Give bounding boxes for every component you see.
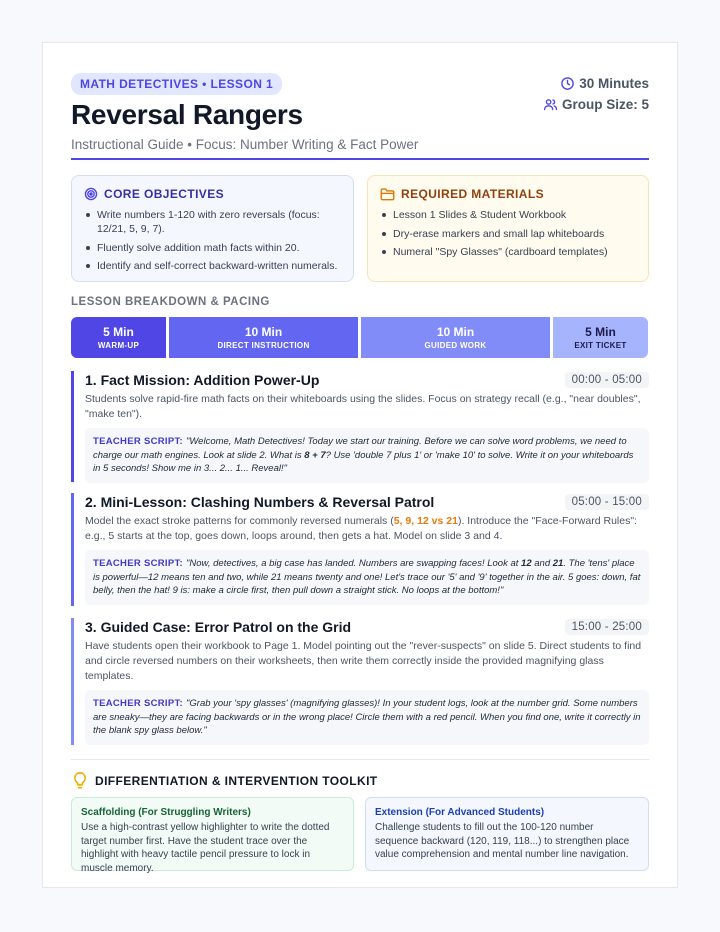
segment-label: WARM-UP [97, 341, 140, 350]
toolkit-divider [71, 759, 649, 760]
toolkit-heading [71, 771, 378, 791]
teacher-script [85, 690, 649, 745]
script-emphasis: 12 [521, 558, 532, 569]
duration [543, 73, 649, 94]
clock-icon [560, 76, 575, 91]
list-item: Identify and self-correct backward-written numerals. [84, 259, 341, 273]
step-guided-case [71, 618, 649, 745]
objectives-title: CORE OBJECTIVES [104, 187, 225, 201]
desc-highlight: 5, 9, 12 vs 21 [393, 515, 458, 527]
script-emphasis: 8 + 7 [304, 449, 326, 461]
script-label: TEACHER SCRIPT: [93, 698, 184, 709]
pacing-segment-guided-work [361, 317, 550, 358]
duration-text: 30 Minutes [579, 76, 649, 91]
teacher-script [85, 428, 649, 483]
step-title: 1. Fact Mission: Addition Power-Up [85, 372, 320, 388]
materials-list [380, 208, 636, 259]
core-objectives-box [71, 175, 354, 282]
toolkit-title: DIFFERENTIATION & INTERVENTION TOOLKIT [95, 774, 378, 788]
script-emphasis: 21 [552, 558, 564, 569]
script-label: TEACHER SCRIPT: [93, 436, 184, 447]
script-text: "Grab your 'spy glasses' (magnifying glasses)! In your student logs, look at the number grid. Some numbers are sneaky—they are facing backwards or in the wrong place! Circle them with a red pencil. When you find one, write it correctly in the blank spy glass below." [93, 698, 641, 736]
desc-text: Model the exact stroke patterns for commonly reversed numerals ( [85, 515, 394, 527]
card-text: Use a high-contrast yellow highlighter to write the dotted target number first. Have the student trace over the highlight with heavy tactile pencil pressure to lock in muscle memory. [81, 822, 330, 874]
objectives-list [84, 208, 341, 273]
pacing-bar [71, 317, 649, 358]
list-item: Write numbers 1-120 with zero reversals (focus: 12/21, 5, 9, 7). [84, 208, 341, 236]
objectives-heading [84, 187, 341, 201]
script-text: and [531, 558, 553, 569]
pacing-label: LESSON BREAKDOWN & PACING [71, 296, 270, 308]
segment-label: GUIDED WORK [424, 341, 487, 350]
folder-icon [380, 187, 395, 201]
step-mini-lesson [71, 493, 649, 606]
card-title: Extension (For Advanced Students) [375, 807, 545, 818]
segment-label: EXIT TICKET [574, 341, 627, 350]
segment-time: 10 Min [436, 325, 475, 339]
scaffolding-card [71, 797, 354, 874]
time-badge: 05:00 - 15:00 [565, 494, 649, 510]
segment-time: 5 Min [585, 325, 616, 339]
list-item: Lesson 1 Slides & Student Workbook [380, 208, 636, 222]
group-size-text: Group Size: 5 [561, 97, 649, 112]
lesson-page [42, 42, 678, 888]
list-item: Dry-erase markers and small lap whiteboards [380, 227, 636, 241]
script-text: . The 'tens' place is powerful—12 means ten and two, while 21 means twenty and one! Let's trace our '5' and '9' together in the air. 5 goes: down, fat belly, then the hat! 9 is: make a circle first, then pull down a straight stick. No loops at the bottom!" [93, 558, 641, 596]
page-subtitle: Instructional Guide • Focus: Number Writing & Fact Power [71, 137, 419, 152]
teacher-script [85, 550, 649, 605]
step-description [85, 514, 650, 544]
time-badge: 00:00 - 05:00 [565, 372, 649, 388]
step-fact-mission [71, 371, 649, 482]
required-materials-box [367, 175, 649, 282]
pacing-segment-warm-up [71, 317, 166, 358]
target-icon [84, 187, 98, 201]
lightbulb-icon [71, 771, 89, 791]
header-divider [71, 158, 649, 160]
step-title: 2. Mini-Lesson: Clashing Numbers & Reversal Patrol [85, 494, 435, 510]
step-description: Students solve rapid-fire math facts on their whiteboards using the slides. Focus on strategy recall (e.g., "near doubles", "make ten"). [85, 393, 641, 420]
segment-label: DIRECT INSTRUCTION [217, 341, 310, 350]
lesson-pill: MATH DETECTIVES • LESSON 1 [71, 73, 282, 95]
materials-title: REQUIRED MATERIALS [401, 187, 544, 201]
list-item: Fluently solve addition math facts within 20. [84, 241, 341, 255]
segment-time: 5 Min [103, 325, 134, 339]
list-item: Numeral "Spy Glasses" (cardboard templates) [380, 245, 636, 259]
script-text: "Now, detectives, a big case has landed. Numbers are swapping faces! Look at [186, 558, 522, 569]
step-description: Have students open their workbook to Page 1. Model pointing out the "rever-suspects" on slide 5. Direct students to find and circle reversed numbers on their worksheets, then write them correctly inside the provided magnifying glass templates. [85, 640, 642, 682]
card-title: Scaffolding (For Struggling Writers) [81, 807, 251, 818]
script-text: "Welcome, Math Detectives! Today we start our training. Before we can solve word problems, we need to charge our math engines. Look at slide 2. What is [93, 436, 627, 461]
step-title: 3. Guided Case: Error Patrol on the Grid [85, 619, 352, 635]
group-size [543, 94, 649, 115]
script-label: TEACHER SCRIPT: [93, 558, 184, 569]
page-title: Reversal Rangers [71, 99, 303, 130]
header [71, 73, 649, 152]
extension-card [365, 797, 649, 871]
script-text: ? Use 'double 7 plus 1' or 'make 10' to solve. Write it on your whiteboards in 5 seconds! Show me in 3... 2... 1... Reveal!" [93, 449, 634, 474]
card-text: Challenge students to fill out the 100-120 number sequence backward (120, 119, 118...) to strengthen place value comprehension and mental number line navigation. [375, 822, 630, 860]
desc-text: ). Introduce the "Face-Forward Rules": e.g., 5 starts at the top, goes down, loops around, then gets a hat. Model on slide 3 and 4. [85, 515, 637, 542]
segment-time: 10 Min [244, 325, 283, 339]
pacing-segment-direct-instruction [169, 317, 358, 358]
pacing-segment-exit-ticket [553, 317, 648, 358]
materials-heading [380, 187, 636, 201]
time-badge: 15:00 - 25:00 [565, 619, 649, 635]
lesson-meta [543, 73, 649, 115]
users-icon [543, 97, 558, 112]
